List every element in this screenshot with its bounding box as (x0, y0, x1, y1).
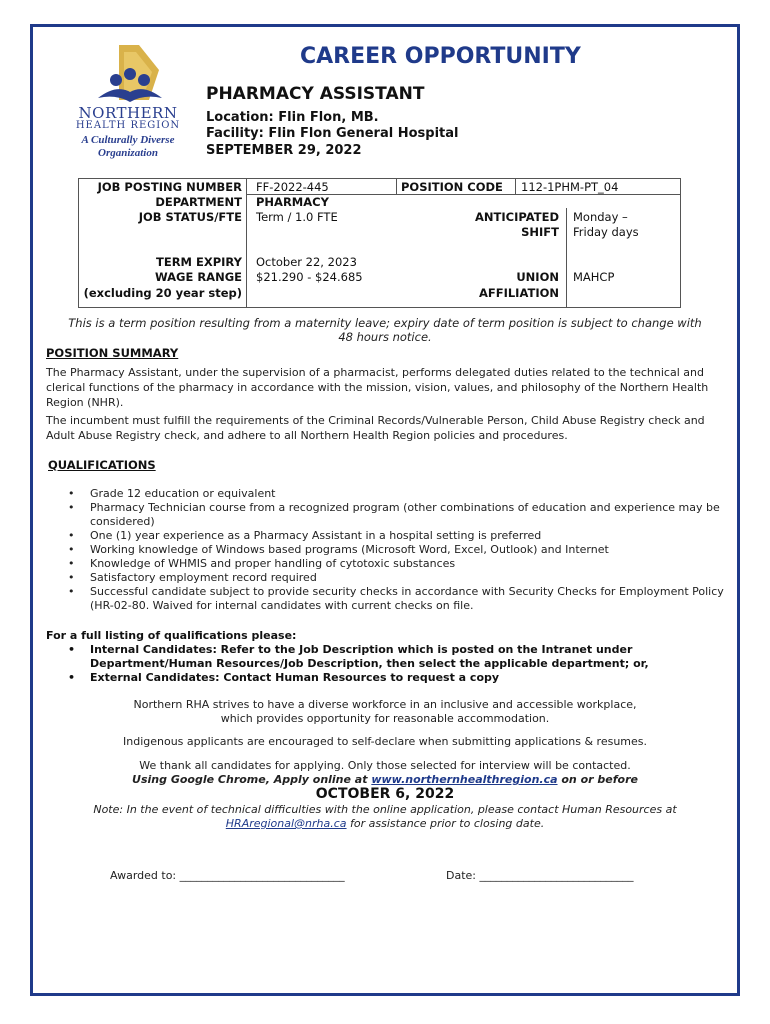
facility: Facility: Flin Flon General Hospital (206, 126, 459, 141)
logo-org-subname: HEALTH REGION (75, 120, 181, 131)
anticipated-shift-label: ANTICIPATED (475, 210, 559, 224)
department-label: DEPARTMENT (155, 195, 242, 209)
position-code-value: 112-1PHM-PT_04 (521, 180, 619, 194)
awarded-to-field: Awarded to: ______________________________ (110, 869, 345, 882)
job-title: PHARMACY ASSISTANT (206, 84, 425, 104)
logo-tagline: A Culturally Diverse (81, 134, 175, 146)
job-posting-number-label: JOB POSTING NUMBER (97, 180, 242, 194)
union-label: UNION (516, 270, 559, 284)
technical-note: Note: In the event of technical difficulties with the online application, please contact Human Resources at (93, 803, 677, 816)
technical-note-2 (40, 816, 730, 831)
list-item: • One (1) year experience as a Pharmacy Assistant in a hospital setting is preferred (68, 529, 542, 542)
anticipated-shift-value: Monday – (573, 210, 628, 224)
term-note-2: 48 hours notice. (338, 330, 432, 344)
term-note: This is a term position resulting from a maternity leave; expiry date of term position is subject to change with (68, 316, 702, 330)
full-listing-list (68, 643, 728, 685)
wage-range-label: WAGE RANGE (154, 270, 242, 284)
career-opportunity-heading: CAREER OPPORTUNITY (300, 44, 581, 69)
position-code-label: POSITION CODE (401, 180, 503, 194)
thanks-statement: We thank all candidates for applying. Only those selected for interview will be contacted. (139, 759, 631, 772)
term-expiry-label: TERM EXPIRY (156, 255, 242, 269)
apply-suffix: on or before (557, 773, 638, 786)
union-value: MAHCP (573, 270, 615, 284)
list-item: • Internal Candidates: Refer to the Job Description which is posted on the Intranet under Department/Human Resources/Job Description, then select the applicable department; or, (68, 643, 649, 670)
posting-date: SEPTEMBER 29, 2022 (206, 143, 362, 158)
logo-org-name: NORTHERN (78, 104, 178, 122)
wage-range-note: (excluding 20 year step) (83, 286, 242, 300)
apply-instruction (40, 772, 730, 787)
diversity-statement: Northern RHA strives to have a diverse workforce in an inclusive and accessible workplace, (133, 698, 637, 711)
hr-email-link[interactable]: HRAregional@nrha.ca (225, 817, 347, 830)
term-expiry-value: October 22, 2023 (256, 255, 357, 269)
location: Location: Flin Flon, MB. (206, 110, 379, 125)
list-item: • Satisfactory employment record required (68, 571, 317, 584)
position-summary-heading: POSITION SUMMARY (46, 346, 179, 360)
logo-tagline-2: Organization (98, 147, 158, 159)
list-item: • Successful candidate subject to provide security checks in accordance with Security Checks for Employment Policy (HR-02-80. Waived for internal candidates with current checks on file. (68, 585, 724, 612)
anticipated-shift-value-2: Friday days (573, 225, 639, 239)
position-summary-paragraph: The Pharmacy Assistant, under the supervision of a pharmacist, performs delegated duties related to the technical and clerical functions of the pharmacy in accordance with the mission, vision, values, and philosophy of the Northern Health Region (NHR). (46, 366, 709, 409)
job-details-table (78, 178, 681, 308)
date-field: Date: ____________________________ (446, 869, 634, 882)
qualifications-list (68, 487, 728, 613)
qualifications-heading: QUALIFICATIONS (48, 458, 156, 472)
list-item: • Knowledge of WHMIS and proper handling of cytotoxic substances (68, 557, 456, 570)
indigenous-statement: Indigenous applicants are encouraged to self-declare when submitting applications & resumes. (123, 735, 647, 748)
job-status-value: Term / 1.0 FTE (256, 210, 338, 224)
anticipated-shift-label-2: SHIFT (521, 225, 559, 239)
list-item: • Working knowledge of Windows based programs (Microsoft Word, Excel, Outlook) and Internet (68, 543, 609, 556)
technical-note-suffix: for assistance prior to closing date. (346, 817, 545, 830)
wage-range-value: $21.290 - $24.685 (256, 270, 363, 284)
list-item: • Grade 12 education or equivalent (68, 487, 276, 500)
apply-link[interactable]: www.northernhealthregion.ca (371, 773, 558, 786)
union-label-2: AFFILIATION (478, 286, 559, 300)
department-value: PHARMACY (256, 195, 329, 209)
closing-deadline: OCTOBER 6, 2022 (315, 786, 455, 802)
requirements-paragraph: The incumbent must fulfill the requirements of the Criminal Records/Vulnerable Person, Child Abuse Registry check and Adult Abuse Registry check, and adhere to all Northern Health Region policies and procedures. (46, 414, 705, 442)
diversity-statement-2: which provides opportunity for reasonable accommodation. (220, 712, 550, 725)
apply-prefix: Using Google Chrome, Apply online at (132, 773, 372, 786)
full-listing-heading: For a full listing of qualifications please: (46, 629, 297, 642)
list-item: • External Candidates: Contact Human Resources to request a copy (68, 671, 500, 684)
job-status-label: JOB STATUS/FTE (138, 210, 242, 224)
job-posting-number-value: FF-2022-445 (256, 180, 329, 194)
list-item: • Pharmacy Technician course from a recognized program (other combinations of education and experience may be considered) (68, 501, 720, 528)
